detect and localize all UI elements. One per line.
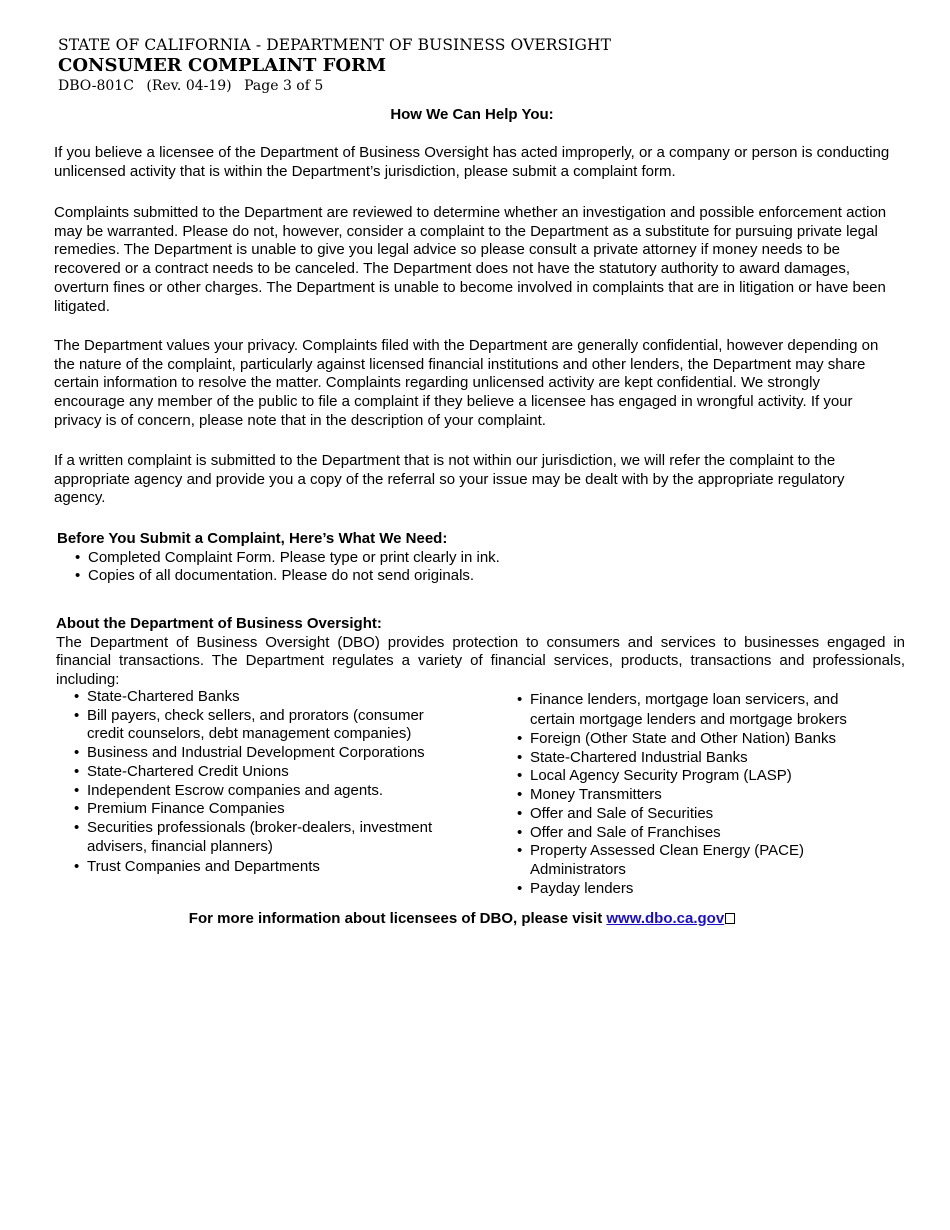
- list-item: • Copies of all documentation. Please do not send originals.: [57, 567, 897, 586]
- list-item: • Foreign (Other State and Other Nation) Banks: [499, 730, 879, 749]
- list-item: • Offer and Sale of Franchises: [499, 824, 879, 843]
- page-number: Page 3 of 5: [244, 78, 324, 94]
- list-item: • Business and Industrial Development Corporations: [56, 744, 456, 763]
- more-info-text: For more information about licensees of DBO, please visit: [188, 910, 607, 927]
- list-item: • Property Assessed Clean Energy (PACE) Administrators: [499, 842, 879, 879]
- external-link-icon: [725, 913, 735, 924]
- regulated-list-right: [499, 690, 879, 898]
- help-section-title: How We Can Help You:: [390, 106, 554, 123]
- about-title: About the Department of Business Oversight:: [56, 615, 382, 632]
- about-description: The Department of Business Oversight (DBO) provides protection to consumers and services to businesses engaged in financial transactions. The Department regulates a variety of financial services, products, transactions and professionals, including:: [56, 633, 905, 689]
- list-item: • Trust Companies and Departments: [56, 858, 456, 877]
- list-item: • Completed Complaint Form. Please type or print clearly in ink.: [57, 549, 897, 568]
- list-item: • Bill payers, check sellers, and prorators (consumer credit counselors, debt management companies): [56, 707, 456, 744]
- list-item: • Securities professionals (broker-dealers, investment advisers, financial planners): [56, 819, 456, 856]
- requirements-title: Before You Submit a Complaint, Here’s What We Need:: [57, 530, 448, 547]
- list-item: • Offer and Sale of Securities: [499, 805, 879, 824]
- list-item: • Payday lenders: [499, 880, 879, 899]
- list-item: • Finance lenders, mortgage loan servicers, and certain mortgage lenders and mortgage brokers: [499, 690, 879, 730]
- help-paragraph: Complaints submitted to the Department are reviewed to determine whether an investigation and possible enforcement action may be warranted. Please do not, however, consider a complaint to the Department as a substitute for pursuing private legal remedies. The Department is unable to give you legal advice so please consult a private attorney if money needs to be recovered or a contract needs to be canceled. The Department does not have the statutory authority to award damages, overturn fines or other charges. The Department is unable to become involved in complaints that are in litigation or have been litigated.: [54, 204, 887, 315]
- help-paragraph: If you believe a licensee of the Department of Business Oversight has acted improperly, or a company or person is conducting unlicensed activity that is within the Department’s jurisdiction, please submit a complaint form.: [54, 144, 890, 180]
- list-item: • Money Transmitters: [499, 786, 879, 805]
- list-item: • Independent Escrow companies and agents.: [56, 782, 456, 801]
- form-title: CONSUMER COMPLAINT FORM: [58, 55, 386, 76]
- requirements-list: [57, 549, 897, 586]
- form-header: [58, 36, 611, 95]
- form-number: DBO-801C: [58, 78, 134, 94]
- list-item: • State-Chartered Credit Unions: [56, 763, 456, 782]
- help-paragraph: If a written complaint is submitted to the Department that is not within our jurisdiction, we will refer the complaint to the appropriate agency and provide you a copy of the referral so your issue may be dealt with by the appropriate regulatory agency.: [54, 452, 845, 507]
- about-section: [56, 615, 905, 690]
- help-paragraph: The Department values your privacy. Complaints filed with the Department are generally confidential, however depending on the nature of the complaint, particularly against licensed financial institutions and other lenders, the Department may share certain information to resolve the matter. Complaints regarding unlicensed activity are kept confidential. We strongly encourage any member of the public to file a complaint if they believe a licensee has engaged in wrongful activity. If your privacy is of concern, please note that in the description of your complaint.: [54, 337, 879, 429]
- form-id-line: [58, 77, 611, 95]
- regulated-list-left: [56, 688, 456, 877]
- list-item: • State-Chartered Industrial Banks: [499, 749, 879, 768]
- list-item: • Premium Finance Companies: [56, 800, 456, 819]
- dbo-website-link[interactable]: www.dbo.ca.gov: [606, 910, 725, 927]
- more-info-line: [0, 910, 924, 929]
- form-revision: (Rev. 04-19): [146, 78, 232, 94]
- list-item: • Local Agency Security Program (LASP): [499, 767, 879, 786]
- requirements-section: [57, 530, 897, 586]
- list-item: • State-Chartered Banks: [56, 688, 456, 707]
- agency-name: STATE OF CALIFORNIA - DEPARTMENT OF BUSINESS OVERSIGHT: [58, 36, 612, 54]
